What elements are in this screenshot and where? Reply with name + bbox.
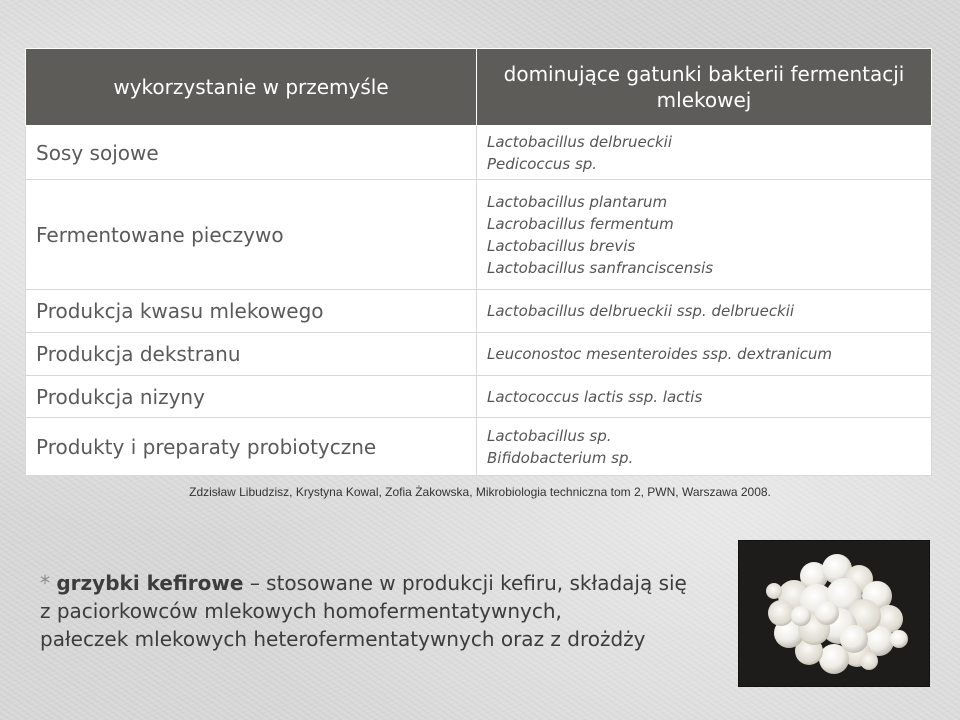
bacteria-name: Lactobacillus delbrueckii ssp. delbrueckii [487,302,795,320]
note-text-line2: z paciorkowców mlekowych homofermentatywnych, [40,599,562,623]
bacteria-cell [477,333,932,376]
use-cell: Sosy sojowe [26,126,477,180]
bacteria-table [25,48,932,476]
bacteria-name: Bifidobacterium sp. [487,448,634,467]
bacteria-cell [477,290,932,333]
use-cell: Produkcja dekstranu [26,333,477,376]
bacteria-name: Lacrobacillus fermentum [487,214,674,233]
bacteria-name: Pedicoccus sp. [487,154,598,173]
bacteria-name: Leuconostoc mesenteroides ssp. dextranicum [487,345,833,363]
bacteria-name: Lactobacillus brevis [487,236,636,255]
header-dominant-bacteria: dominujące gatunki bakterii fermentacji mlekowej [477,49,932,126]
kefir-note [40,569,700,653]
bacteria-cell [477,180,932,290]
kefir-grains-illustration [739,541,929,686]
note-text-line1: stosowane w produkcji kefiru, składają się [259,571,687,595]
use-cell: Produkcja nizyny [26,376,477,418]
bacteria-name: Lactobacillus delbrueckii [487,132,673,151]
dash-separator: – [249,571,260,595]
use-cell: Fermentowane pieczywo [26,180,477,290]
asterisk-marker: * [40,571,50,595]
bacteria-cell [477,126,932,180]
bacteria-name: Lactococcus lactis ssp. lactis [487,387,703,406]
table-row [26,333,932,376]
bacteria-cell [477,418,932,476]
use-cell: Produkty i preparaty probiotyczne [26,418,477,476]
table-row [26,418,932,476]
table-row [26,126,932,180]
table-row [26,376,932,418]
bacteria-cell [477,376,932,418]
table-row [26,290,932,333]
kefir-term: grzybki kefirowe [56,571,244,595]
bacteria-name: Lactobacillus plantarum [487,192,668,211]
bacteria-name: Lactobacillus sp. [487,426,612,445]
bacteria-name: Lactobacillus sanfranciscensis [487,258,714,277]
table-row [26,180,932,290]
kefir-grains-photo [738,540,930,687]
table-header-row [26,49,932,126]
note-text-line3: pałeczek mlekowych heterofermentatywnych oraz z drożdży [40,627,646,651]
header-industry-use: wykorzystanie w przemyśle [26,49,477,126]
use-cell: Produkcja kwasu mlekowego [26,290,477,333]
source-citation: Zdzisław Libudzisz, Krystyna Kowal, Zofia Żakowska, Mikrobiologia techniczna tom 2, PWN, Warszawa 2008. [189,485,771,499]
